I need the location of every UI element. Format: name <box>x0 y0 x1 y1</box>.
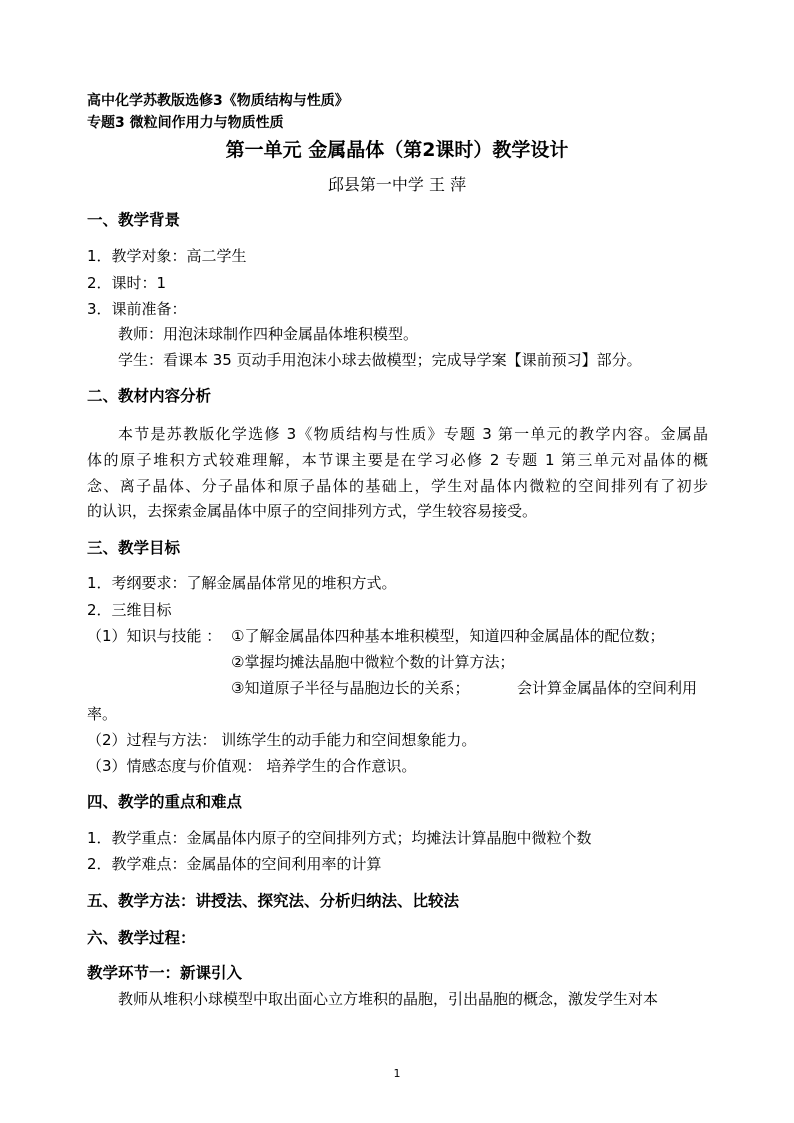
author-line: 邱县第一中学 王 萍 <box>327 175 467 194</box>
header-topic: 专题3 微粒间作用力与物质性质 <box>87 115 284 131</box>
list-item: 1．教学对象：高二学生 <box>87 247 247 265</box>
goal-knowledge-a: ①了解金属晶体四种基本堆积模型，知道四种金属晶体的配位数； <box>231 627 665 645</box>
list-item: 3．课前准备： <box>87 300 187 318</box>
paragraph-line: 的认识，去探索金属晶体中原子的空间排列方式，学生较容易接受。 <box>87 502 538 520</box>
list-item: 2．三维目标 <box>87 601 172 619</box>
list-item: 1．考纲要求：了解金属晶体常见的堆积方式。 <box>87 574 397 592</box>
section-heading-goals: 三、教学目标 <box>87 539 181 557</box>
section-heading-material: 二、教材内容分析 <box>87 387 212 405</box>
goal-knowledge-c-cont: 会计算金属晶体的空间利用 <box>517 679 698 697</box>
section-heading-methods: 五、教学方法：讲授法、探究法、分析归纳法、比较法 <box>87 892 460 910</box>
section-heading-keypoints: 四、教学的重点和难点 <box>87 793 243 811</box>
list-item: 2．课时：1 <box>87 274 167 292</box>
goal-knowledge-label: （1）知识与技能 ： <box>87 627 222 645</box>
section-heading-background: 一、教学背景 <box>87 211 181 229</box>
list-item: 1．教学重点：金属晶体内原子的空间排列方式；均摊法计算晶胞中微粒个数 <box>87 829 592 847</box>
goal-attitude: （3）情感态度与价值观： 培养学生的合作意识。 <box>87 757 417 775</box>
goal-knowledge-c: ③知道原子半径与晶胞边长的关系； <box>231 679 470 697</box>
goal-process: （2）过程与方法： 训练学生的动手能力和空间想象能力。 <box>87 731 477 749</box>
paragraph-line: 念、离子晶体、分子晶体和原子晶体的基础上，学生对晶体内微粒的空间排列有了初步 <box>87 477 708 495</box>
paragraph-line: 本节是苏教版化学选修 3《物质结构与性质》专题 3 第一单元的教学内容。金属晶 <box>118 425 708 443</box>
goal-knowledge-c-end: 率。 <box>87 705 118 723</box>
paragraph-line: 体的原子堆积方式较难理解，本节课主要是在学习必修 2 专题 1 第三单元对晶体的概 <box>87 451 708 469</box>
section-heading-process: 六、教学过程： <box>87 929 196 947</box>
page-number: 1 <box>393 1067 401 1080</box>
prep-student: 学生：看课本 35 页动手用泡沫小球去做模型；完成导学案【课前预习】部分。 <box>118 351 642 369</box>
header-course: 高中化学苏教版选修3《物质结构与性质》 <box>87 93 349 109</box>
goal-knowledge-b: ②掌握均摊法晶胞中微粒个数的计算方法； <box>231 653 515 671</box>
paragraph-line: 教师从堆积小球模型中取出面心立方堆积的晶胞，引出晶胞的概念，激发学生对本 <box>118 990 659 1008</box>
prep-teacher: 教师：用泡沫球制作四种金属晶体堆积模型。 <box>118 325 419 343</box>
page-title: 第一单元 金属晶体（第2课时）教学设计 <box>225 139 569 161</box>
list-item: 2．教学难点：金属晶体的空间利用率的计算 <box>87 855 382 873</box>
subheading-intro: 教学环节一：新课引入 <box>87 964 243 982</box>
